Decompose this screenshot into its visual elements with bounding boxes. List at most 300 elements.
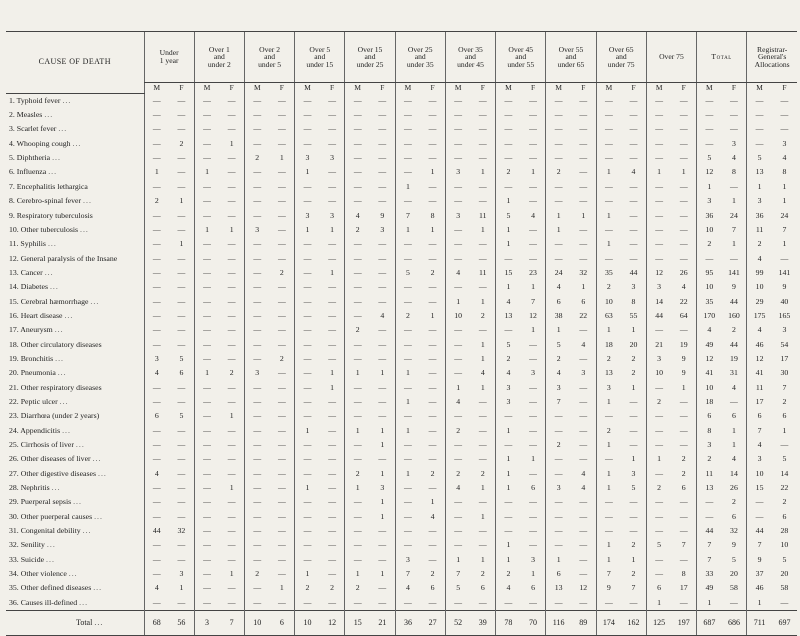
value-cell: 1 (179, 196, 184, 206)
table-row (6, 280, 797, 294)
value-cell: — (395, 294, 420, 308)
value-cell: 1 (546, 323, 571, 337)
value-cell: — (546, 93, 571, 108)
value-cell: 3 (445, 165, 470, 179)
value-cell: — (378, 325, 387, 335)
male-header: M (295, 83, 320, 94)
value-cell: 5 (445, 581, 470, 595)
value-cell: 141 (778, 267, 791, 277)
value-cell: 37 (747, 567, 772, 581)
table-row (6, 165, 797, 179)
value-cell: 40 (780, 296, 789, 306)
value-cell: 44 (730, 296, 738, 306)
value-cell: 49 (697, 581, 722, 595)
value-cell: 1 (531, 282, 535, 292)
value-cell: — (227, 526, 236, 536)
value-cell: — (194, 208, 219, 222)
leader-dots: ... (75, 440, 85, 450)
value-cell: — (579, 454, 588, 464)
cause-text: 20. Pneumonia (9, 368, 56, 378)
value-cell: — (244, 280, 269, 294)
value-cell: — (328, 526, 336, 536)
value-cell: 1 (395, 180, 420, 194)
value-cell: 32 (579, 267, 588, 277)
value-cell: 1 (681, 382, 686, 392)
value-cell: 165 (778, 310, 791, 320)
table-row (6, 266, 797, 280)
value-cell: — (529, 339, 537, 349)
value-cell: — (646, 180, 671, 194)
value-cell: — (295, 538, 320, 552)
value-cell: — (780, 110, 789, 120)
value-cell: 3 (747, 194, 772, 208)
causes-of-death-table (6, 31, 797, 636)
value-cell: 1 (445, 553, 470, 567)
value-cell: 4 (732, 382, 736, 392)
value-cell: — (244, 208, 269, 222)
value-cell: 1 (179, 239, 184, 249)
value-cell: — (227, 267, 236, 277)
value-cell: 2 (279, 353, 284, 363)
value-cell: — (378, 540, 387, 550)
value-cell: 3 (596, 380, 621, 394)
age-group-header: Total (697, 32, 747, 83)
cause-text: 29. Puerperal sepsis (9, 497, 72, 507)
value-cell: — (529, 440, 537, 450)
value-cell: 1 (380, 511, 385, 521)
value-cell: — (478, 181, 487, 191)
value-cell: — (579, 511, 588, 521)
value-cell: 63 (596, 309, 621, 323)
value-cell: 5 (395, 266, 420, 280)
value-cell: 1 (380, 440, 385, 450)
value-cell: — (295, 337, 320, 351)
cause-label (6, 93, 144, 108)
value-cell: — (295, 509, 320, 523)
cause-label (6, 266, 144, 280)
value-cell: 3 (581, 368, 586, 378)
value-cell: — (144, 495, 169, 509)
cause-text: 2. Measles (9, 110, 43, 120)
table-row (6, 438, 797, 452)
value-cell: — (395, 108, 420, 122)
value-cell: — (194, 581, 219, 595)
value-cell: — (378, 396, 387, 406)
value-cell: 4 (144, 581, 169, 595)
value-cell: — (529, 138, 537, 148)
value-cell: — (679, 411, 688, 421)
value-cell: — (328, 196, 336, 206)
value-cell: — (428, 153, 437, 163)
value-cell: — (194, 352, 219, 366)
cause-label (6, 194, 144, 208)
value-cell: — (478, 497, 487, 507)
value-cell: — (697, 122, 722, 136)
value-cell: — (780, 597, 789, 607)
cause-label (6, 208, 144, 222)
value-cell: 46 (747, 337, 772, 351)
value-cell: — (295, 294, 320, 308)
value-cell: — (629, 511, 638, 521)
table-row (6, 567, 797, 581)
value-cell: — (445, 596, 470, 611)
value-cell: 1 (596, 438, 621, 452)
value-cell: — (428, 483, 437, 493)
value-cell: — (747, 93, 772, 108)
value-cell: 5 (747, 151, 772, 165)
table-row (6, 509, 797, 523)
value-cell: — (177, 597, 186, 607)
value-cell: — (227, 239, 236, 249)
value-cell: — (244, 137, 269, 151)
value-cell: 1 (279, 583, 284, 593)
cause-text: 4. Whooping cough (9, 138, 71, 148)
value-cell: 30 (780, 368, 789, 378)
value-cell: — (295, 93, 320, 108)
value-cell: — (579, 110, 588, 120)
cause-text: 7. Encephalitis lethargica (9, 181, 88, 191)
value-cell: 6 (179, 368, 184, 378)
value-cell: 4 (531, 210, 535, 220)
value-cell: — (378, 124, 387, 134)
value-cell: 2 (496, 567, 521, 581)
value-cell: — (478, 597, 487, 607)
value-cell: — (596, 509, 621, 523)
value-cell: — (277, 239, 286, 249)
cause-text: 36. Causes ill-defined (9, 597, 78, 607)
value-cell: 1 (496, 223, 521, 237)
leader-dots: ... (49, 282, 59, 292)
value-cell: — (177, 339, 186, 349)
value-cell: 4 (581, 468, 586, 478)
value-cell: — (244, 266, 269, 280)
value-cell: 49 (697, 337, 722, 351)
value-cell: — (629, 124, 638, 134)
value-cell: — (277, 339, 286, 349)
value-cell: — (328, 483, 336, 493)
leader-dots: ... (46, 540, 56, 550)
value-cell: — (244, 466, 269, 480)
value-cell: 1 (646, 165, 671, 179)
value-cell: 1 (229, 483, 234, 493)
cause-label (6, 538, 144, 552)
value-cell: 3 (646, 352, 671, 366)
value-cell: 4 (445, 481, 470, 495)
value-cell: — (478, 253, 487, 263)
value-cell: 1 (596, 395, 621, 409)
value-cell: 19 (679, 339, 688, 349)
value-cell: 1 (295, 423, 320, 437)
leader-dots: ... (51, 483, 61, 493)
value-cell: — (244, 309, 269, 323)
value-cell: 24 (780, 210, 789, 220)
value-cell: 1 (445, 380, 470, 394)
value-cell: — (395, 495, 420, 509)
value-cell: 2 (445, 466, 470, 480)
value-cell: 116 (546, 610, 571, 635)
value-cell: 20 (629, 339, 638, 349)
value-cell: — (177, 167, 186, 177)
value-cell: — (144, 280, 169, 294)
leader-dots: ... (94, 511, 103, 521)
value-cell: — (529, 396, 537, 406)
cause-text: 3. Scarlet fever (9, 124, 57, 134)
value-cell: — (596, 194, 621, 208)
value-cell: — (529, 425, 537, 435)
value-cell: 1 (480, 224, 485, 234)
value-cell: 5 (782, 454, 787, 464)
value-cell: — (227, 511, 236, 521)
value-cell: — (295, 366, 320, 380)
value-cell: 1 (395, 466, 420, 480)
value-cell: — (679, 597, 688, 607)
value-cell: — (277, 597, 286, 607)
cause-text: 32. Senility (9, 540, 45, 550)
value-cell: — (496, 180, 521, 194)
value-cell: — (194, 495, 219, 509)
value-cell: — (596, 137, 621, 151)
value-cell: 3 (747, 452, 772, 466)
value-cell: 4 (496, 366, 521, 380)
value-cell: 17 (747, 395, 772, 409)
cause-text: 14. Diabetes (9, 282, 48, 292)
value-cell: — (177, 483, 186, 493)
value-cell: — (428, 526, 437, 536)
value-cell: 2 (244, 151, 269, 165)
value-cell: — (445, 108, 470, 122)
value-cell: 41 (747, 366, 772, 380)
value-cell: — (546, 596, 571, 611)
value-cell: 6 (697, 409, 722, 423)
value-cell: 10 (747, 280, 772, 294)
value-cell: — (227, 167, 236, 177)
value-cell: 2 (345, 223, 370, 237)
table-row (6, 294, 797, 308)
age-group-header: Over 25 and under 35 (395, 32, 445, 83)
value-cell: 6 (732, 411, 736, 421)
value-cell: — (529, 382, 537, 392)
value-cell: — (144, 122, 169, 136)
value-cell: — (328, 310, 336, 320)
value-cell: 1 (531, 454, 535, 464)
value-cell: 1 (747, 180, 772, 194)
value-cell: 7 (782, 382, 787, 392)
cause-label (6, 165, 144, 179)
value-cell: 3 (496, 380, 521, 394)
value-cell: — (646, 466, 671, 480)
value-cell: — (144, 266, 169, 280)
age-group-header: Over 35 and under 45 (445, 32, 495, 83)
value-cell: 1 (194, 165, 219, 179)
value-cell: — (144, 237, 169, 251)
value-cell: — (345, 596, 370, 611)
value-cell: — (345, 524, 370, 538)
cause-text: 12. General paralysis of the Insane (9, 253, 118, 263)
value-cell: — (478, 440, 487, 450)
male-header: M (445, 83, 470, 94)
table-row (6, 466, 797, 480)
table-row (6, 538, 797, 552)
value-cell: — (177, 425, 186, 435)
value-cell: 4 (480, 368, 485, 378)
value-cell: 1 (782, 181, 787, 191)
value-cell: 1 (732, 239, 736, 249)
value-cell: — (629, 210, 638, 220)
table-row (6, 380, 797, 394)
value-cell: 18 (596, 337, 621, 351)
value-cell: 5 (631, 483, 636, 493)
value-cell: 8 (782, 167, 787, 177)
value-cell: — (445, 509, 470, 523)
value-cell: — (646, 524, 671, 538)
value-cell: 19 (730, 353, 738, 363)
value-cell: 1 (496, 466, 521, 480)
value-cell: 1 (345, 366, 370, 380)
value-cell: — (579, 597, 588, 607)
value-cell: 4 (546, 280, 571, 294)
value-cell: — (194, 538, 219, 552)
value-cell: — (244, 596, 269, 611)
value-cell: — (194, 108, 219, 122)
value-cell: 3 (295, 151, 320, 165)
value-cell: — (428, 196, 437, 206)
value-cell: — (328, 511, 336, 521)
value-cell: 1 (596, 481, 621, 495)
male-header: M (496, 83, 521, 94)
cause-label (6, 596, 144, 611)
value-cell: — (478, 396, 487, 406)
table-row (6, 581, 797, 595)
leader-dots: ... (82, 526, 92, 536)
value-cell: — (244, 538, 269, 552)
value-cell: 6 (546, 294, 571, 308)
value-cell: — (445, 137, 470, 151)
value-cell: 2 (681, 468, 686, 478)
value-cell: — (328, 468, 336, 478)
value-cell: — (428, 411, 437, 421)
male-header: M (697, 83, 722, 94)
value-cell: — (295, 194, 320, 208)
value-cell: — (596, 122, 621, 136)
value-cell: — (646, 567, 671, 581)
value-cell: — (395, 323, 420, 337)
table-row (6, 223, 797, 237)
value-cell: — (629, 526, 638, 536)
value-cell: — (646, 380, 671, 394)
value-cell: — (277, 554, 286, 564)
value-cell: — (679, 325, 688, 335)
value-cell: 4 (732, 454, 736, 464)
value-cell: — (546, 409, 571, 423)
value-cell: 44 (730, 339, 738, 349)
value-cell: — (244, 553, 269, 567)
value-cell: 9 (747, 553, 772, 567)
value-cell: — (496, 495, 521, 509)
value-cell: 4 (144, 366, 169, 380)
value-cell: 22 (780, 483, 789, 493)
value-cell: — (697, 495, 722, 509)
value-cell: 3 (144, 352, 169, 366)
value-cell: 22 (679, 296, 688, 306)
value-cell: — (177, 511, 186, 521)
value-cell: 68 (144, 610, 169, 635)
value-cell: 27 (420, 610, 445, 635)
value-cell: — (345, 151, 370, 165)
value-cell: — (679, 110, 688, 120)
table-row (6, 553, 797, 567)
value-cell: — (345, 452, 370, 466)
value-cell: — (546, 237, 571, 251)
value-cell: — (345, 352, 370, 366)
value-cell: 10 (445, 309, 470, 323)
value-cell: — (227, 253, 236, 263)
age-group-header: Over 1 and under 2 (194, 32, 244, 83)
value-cell: — (194, 466, 219, 480)
value-cell: 1 (697, 180, 722, 194)
value-cell: — (194, 567, 219, 581)
value-cell: — (730, 124, 738, 134)
value-cell: — (345, 251, 370, 265)
value-cell: — (496, 137, 521, 151)
value-cell: 697 (772, 610, 797, 635)
value-cell: — (697, 137, 722, 151)
value-cell: — (194, 194, 219, 208)
value-cell: — (277, 110, 286, 120)
value-cell: 2 (430, 267, 435, 277)
value-cell: — (177, 382, 186, 392)
value-cell: 4 (681, 282, 686, 292)
value-cell: 7 (697, 538, 722, 552)
value-cell: 17 (679, 583, 688, 593)
value-cell: — (445, 151, 470, 165)
value-cell: 1 (430, 224, 435, 234)
table-row (6, 194, 797, 208)
value-cell: — (177, 95, 186, 105)
value-cell: 2 (782, 497, 787, 507)
value-cell: — (328, 411, 336, 421)
value-cell: 13 (747, 165, 772, 179)
cause-label (6, 108, 144, 122)
value-cell: 10 (244, 610, 269, 635)
value-cell: 1 (496, 194, 521, 208)
value-cell: 1 (496, 237, 521, 251)
value-cell: — (345, 438, 370, 452)
value-cell: 2 (430, 569, 435, 579)
value-cell: — (679, 124, 688, 134)
cause-text: 21. Other respiratory diseases (9, 382, 102, 392)
value-cell: 1 (380, 425, 385, 435)
value-cell: 1 (782, 196, 787, 206)
value-cell: 8 (430, 210, 435, 220)
value-cell: — (395, 251, 420, 265)
value-cell: — (227, 540, 236, 550)
value-cell: — (144, 294, 169, 308)
value-cell: — (194, 237, 219, 251)
value-cell: — (428, 325, 437, 335)
value-cell: — (428, 124, 437, 134)
value-cell: — (244, 93, 269, 108)
value-cell: — (428, 382, 437, 392)
value-cell: — (295, 309, 320, 323)
value-cell: 4 (747, 323, 772, 337)
cause-text: 9. Respiratory tuberculosis (9, 210, 93, 220)
value-cell: 3 (179, 569, 184, 579)
value-cell: — (646, 423, 671, 437)
cause-label (6, 137, 144, 151)
value-cell: — (144, 380, 169, 394)
value-cell: 3 (631, 468, 636, 478)
value-cell: 2 (596, 423, 621, 437)
